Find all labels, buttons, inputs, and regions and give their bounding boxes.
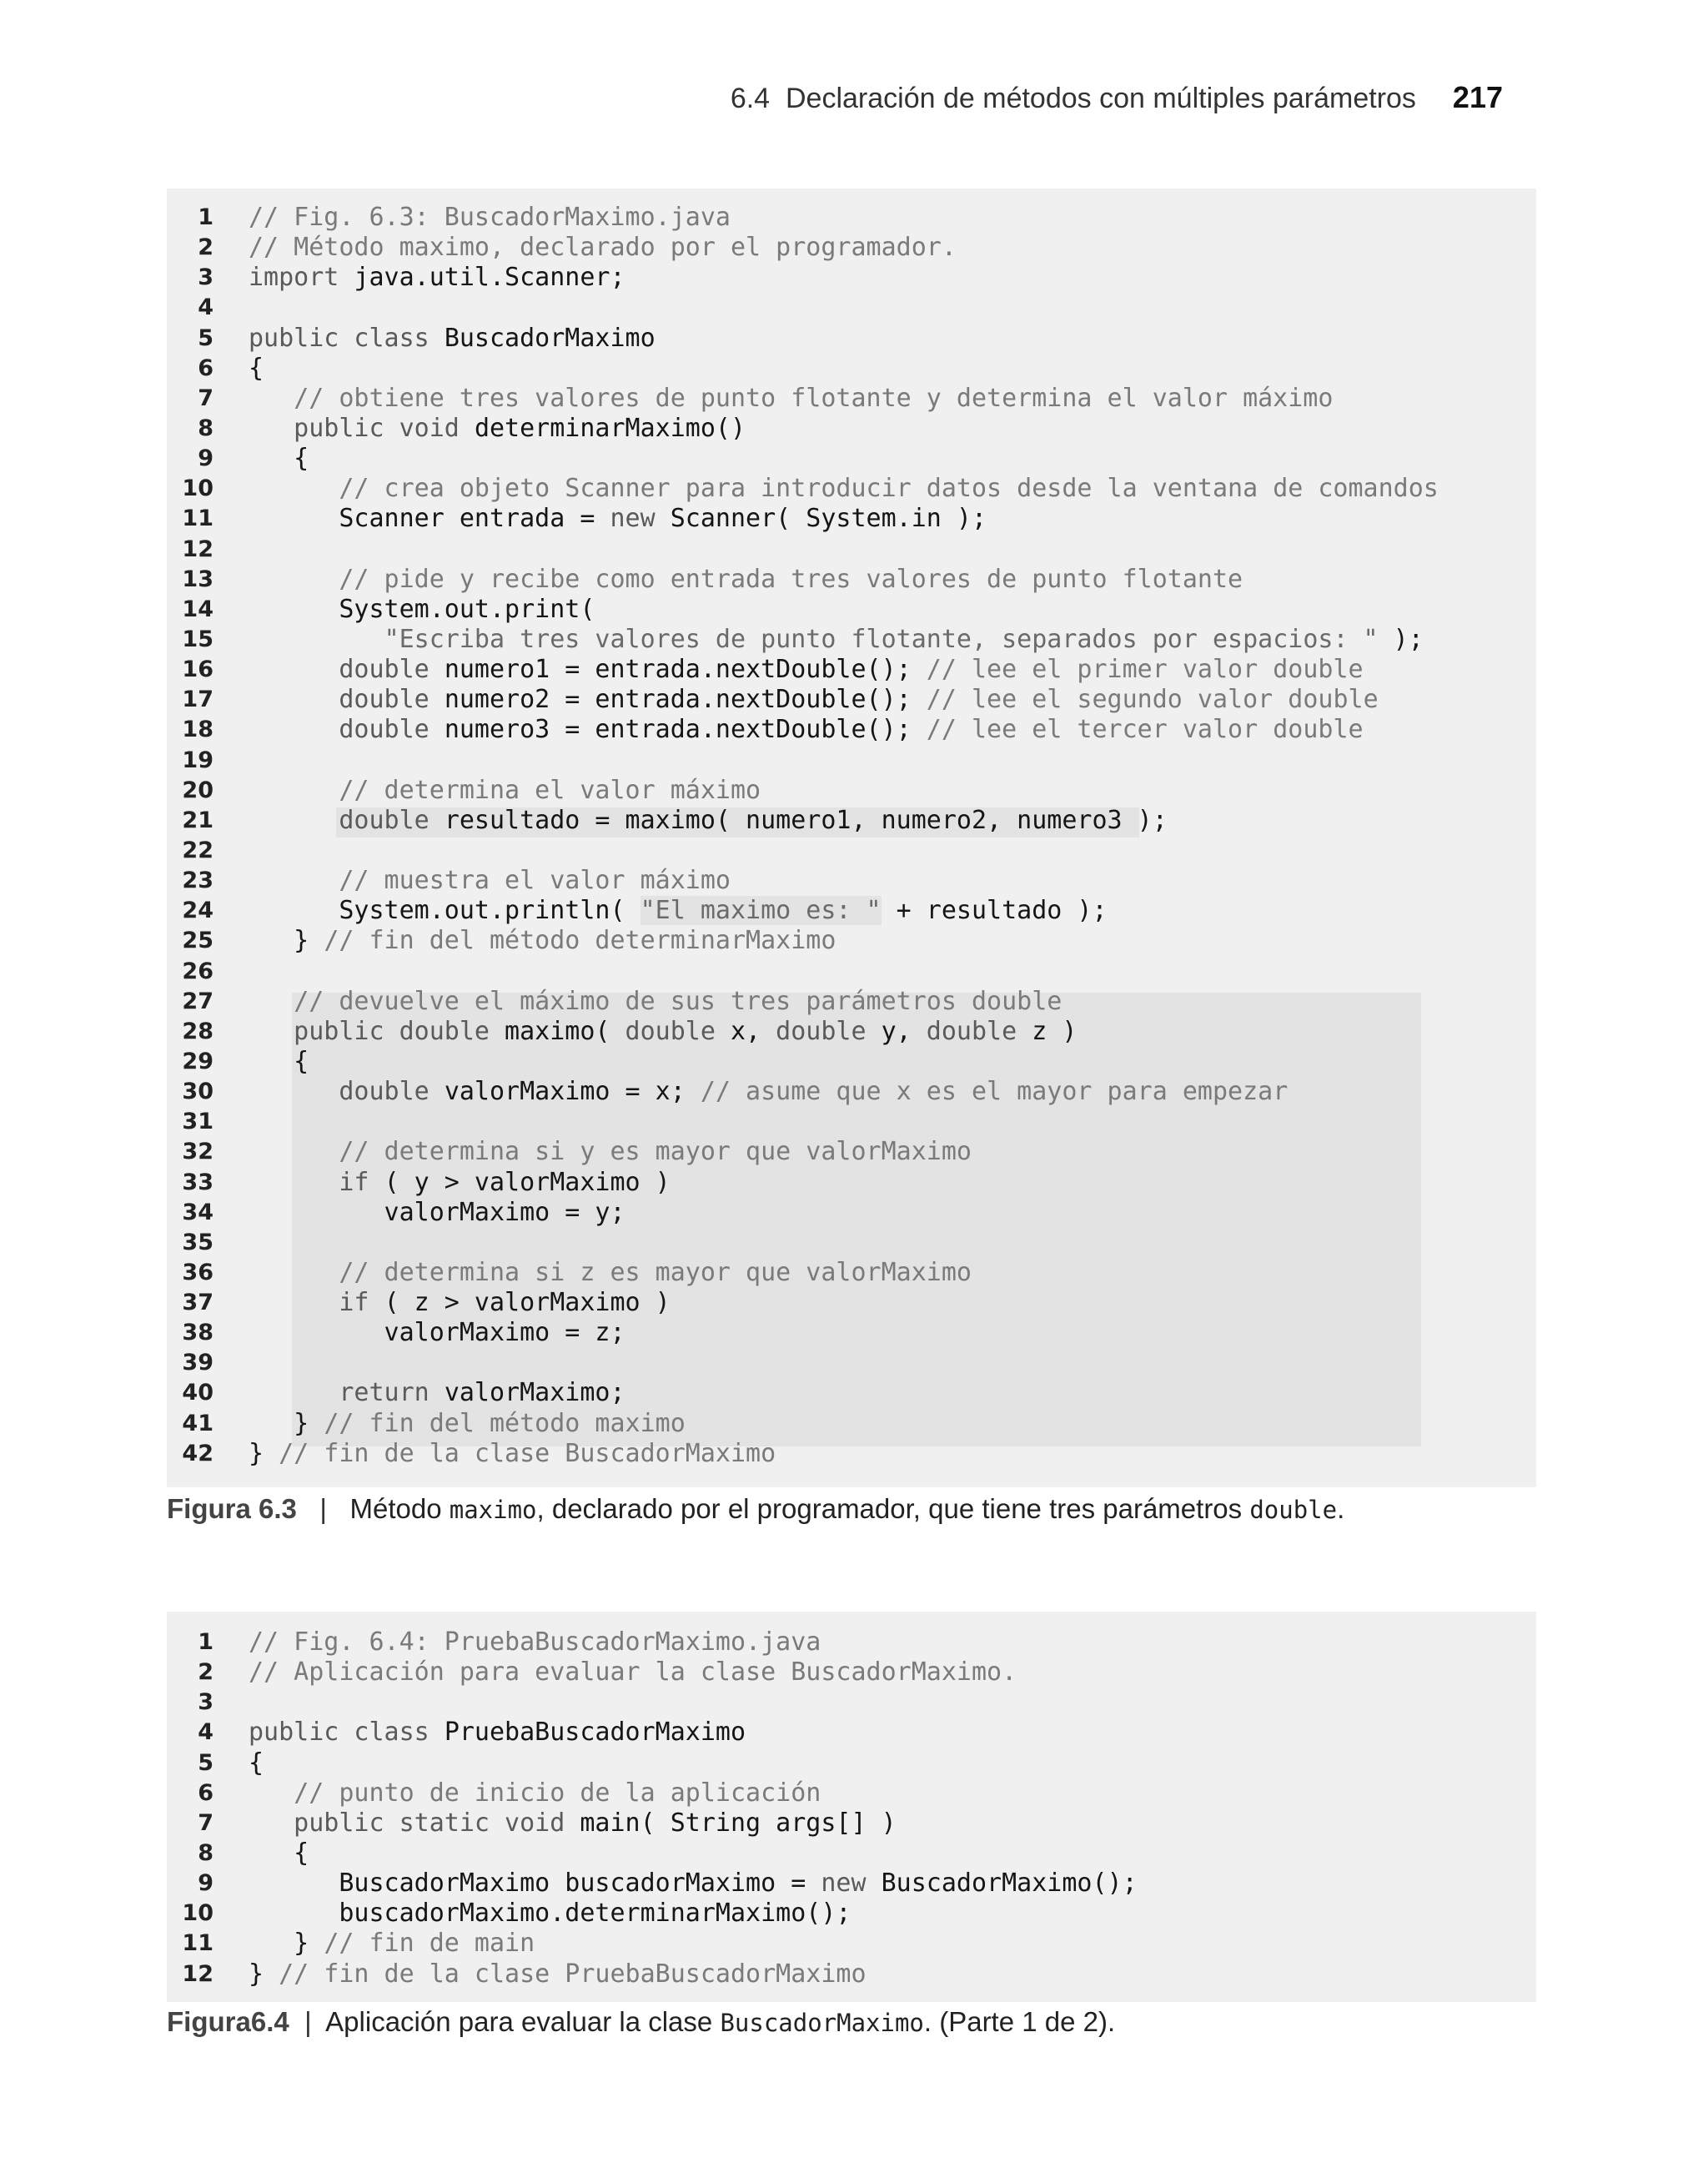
line-number: 1 bbox=[198, 1629, 214, 1655]
code-line bbox=[167, 715, 1536, 745]
line-number: 3 bbox=[198, 264, 214, 291]
code-line bbox=[167, 776, 1536, 806]
code-line bbox=[167, 1959, 1536, 1989]
code-text: "Escriba tres valores de punto flotante, separados por espacios: " ); bbox=[384, 624, 1424, 654]
code-line bbox=[167, 414, 1536, 444]
line-number: 8 bbox=[198, 415, 214, 441]
line-number: 39 bbox=[182, 1350, 214, 1376]
code-text: // pide y recibe como entrada tres valores de punto flotante bbox=[339, 564, 1243, 594]
code-line bbox=[167, 595, 1536, 625]
code-text: // determina si z es mayor que valorMaximo bbox=[339, 1257, 972, 1287]
code-listing-fig-6-4 bbox=[167, 1612, 1536, 2002]
code-line bbox=[167, 1258, 1536, 1288]
code-line bbox=[167, 836, 1536, 866]
code-line bbox=[167, 535, 1536, 565]
code-text: double numero3 = entrada.nextDouble(); // lee el tercer valor double bbox=[249, 715, 1364, 745]
code-line bbox=[167, 866, 1536, 896]
code-text: { bbox=[249, 444, 309, 474]
caption-text: . bbox=[1337, 1493, 1345, 1524]
code-line bbox=[167, 203, 1536, 233]
line-number: 3 bbox=[198, 1689, 214, 1716]
line-number: 9 bbox=[198, 445, 214, 472]
line-number: 11 bbox=[182, 506, 214, 532]
line-number: 1 bbox=[198, 204, 214, 230]
code-line bbox=[167, 293, 1536, 323]
figure-caption-6-3 bbox=[167, 1493, 1344, 1525]
line-number: 11 bbox=[182, 1930, 214, 1957]
code-text: { bbox=[249, 1748, 264, 1778]
line-number: 22 bbox=[182, 837, 214, 863]
code-line bbox=[167, 1657, 1536, 1688]
code-text: return valorMaximo; bbox=[249, 1378, 625, 1408]
code-line bbox=[167, 806, 1536, 836]
code-text: } // fin de la clase BuscadorMaximo bbox=[249, 1438, 776, 1468]
line-number: 26 bbox=[182, 958, 214, 984]
code-listing-fig-6-3 bbox=[167, 189, 1536, 1487]
line-number: 6 bbox=[198, 1779, 214, 1806]
code-text: valorMaximo = y; bbox=[249, 1197, 625, 1227]
code-line bbox=[167, 504, 1536, 534]
code-text: { bbox=[249, 1838, 309, 1868]
line-number: 4 bbox=[198, 294, 214, 321]
code-line bbox=[167, 1838, 1536, 1869]
line-number: 7 bbox=[198, 385, 214, 411]
code-lines bbox=[167, 203, 1536, 1469]
figure-label: Figura6.4 bbox=[167, 2006, 289, 2037]
code-line bbox=[167, 1688, 1536, 1718]
code-line bbox=[167, 1228, 1536, 1258]
code-line bbox=[167, 233, 1536, 263]
code-line bbox=[167, 384, 1536, 414]
line-number: 12 bbox=[182, 536, 214, 562]
section-heading bbox=[731, 83, 1416, 114]
code-line bbox=[167, 1318, 1536, 1348]
line-number: 13 bbox=[182, 566, 214, 592]
code-text: buscadorMaximo.determinarMaximo(); bbox=[249, 1899, 851, 1929]
line-number: 9 bbox=[198, 1870, 214, 1897]
code-line bbox=[167, 1869, 1536, 1899]
code-text: public static void main( String args[] ) bbox=[249, 1808, 897, 1838]
code-text: // punto de inicio de la aplicación bbox=[294, 1778, 821, 1808]
code-text: public void determinarMaximo() bbox=[249, 413, 746, 443]
line-number: 23 bbox=[182, 868, 214, 894]
line-number: 20 bbox=[182, 777, 214, 803]
line-number: 24 bbox=[182, 898, 214, 924]
caption-separator: | bbox=[304, 2006, 312, 2037]
line-number: 42 bbox=[182, 1440, 214, 1466]
code-text: if ( z > valorMaximo ) bbox=[249, 1288, 671, 1318]
code-text: // Fig. 6.4: PruebaBuscadorMaximo.java bbox=[249, 1627, 821, 1657]
line-number: 21 bbox=[182, 807, 214, 833]
figure-caption-6-4 bbox=[167, 2006, 1115, 2038]
code-text: BuscadorMaximo buscadorMaximo = new BuscadorMaximo(); bbox=[249, 1869, 1138, 1899]
code-text: } // fin de la clase PruebaBuscadorMaximo bbox=[249, 1959, 867, 1989]
code-text: // crea objeto Scanner para introducir datos desde la ventana de comandos bbox=[339, 474, 1439, 504]
caption-text: Aplicación para evaluar la clase bbox=[325, 2006, 721, 2037]
code-line bbox=[167, 625, 1536, 655]
line-number: 5 bbox=[198, 324, 214, 351]
line-number: 10 bbox=[182, 475, 214, 502]
line-number: 35 bbox=[182, 1229, 214, 1255]
code-text: public double maximo( double x, double y, double z ) bbox=[249, 1016, 1078, 1046]
code-line bbox=[167, 1748, 1536, 1778]
code-text: // Método maximo, declarado por el programador. bbox=[249, 233, 957, 263]
code-line bbox=[167, 1077, 1536, 1107]
line-number: 27 bbox=[182, 988, 214, 1014]
line-number: 16 bbox=[182, 656, 214, 683]
caption-text: Método bbox=[349, 1493, 450, 1524]
code-text: double numero1 = entrada.nextDouble(); // lee el primer valor double bbox=[249, 655, 1364, 685]
line-number: 37 bbox=[182, 1290, 214, 1316]
code-text: System.out.println( "El maximo es: " + resultado ); bbox=[249, 896, 1108, 926]
running-header bbox=[167, 80, 1503, 115]
code-line bbox=[167, 685, 1536, 715]
code-text: // determina el valor máximo bbox=[339, 775, 761, 805]
code-line bbox=[167, 957, 1536, 987]
caption-text: , declarado por el programador, que tiene tres parámetros bbox=[536, 1493, 1250, 1524]
code-text: // devuelve el máximo de sus tres parámetros double bbox=[294, 986, 1062, 1016]
code-line bbox=[167, 565, 1536, 595]
line-number: 31 bbox=[182, 1109, 214, 1135]
code-text: { bbox=[249, 1046, 309, 1076]
section-title: Declaración de métodos con múltiples parámetros bbox=[786, 83, 1416, 114]
code-line bbox=[167, 987, 1536, 1017]
line-number: 28 bbox=[182, 1018, 214, 1044]
line-number: 19 bbox=[182, 747, 214, 773]
code-text: double numero2 = entrada.nextDouble(); // lee el segundo valor double bbox=[249, 685, 1379, 715]
line-number: 25 bbox=[182, 928, 214, 954]
code-text: valorMaximo = z; bbox=[249, 1318, 625, 1348]
line-number: 38 bbox=[182, 1320, 214, 1346]
section-number: 6.4 bbox=[730, 83, 771, 114]
code-text: System.out.print( bbox=[249, 594, 595, 624]
code-line bbox=[167, 1899, 1536, 1929]
line-number: 4 bbox=[198, 1719, 214, 1746]
caption-separator: | bbox=[319, 1493, 327, 1524]
line-number: 10 bbox=[182, 1900, 214, 1927]
line-number: 34 bbox=[182, 1199, 214, 1225]
caption-code: double bbox=[1249, 1496, 1338, 1524]
line-number: 30 bbox=[182, 1079, 214, 1105]
figure-label: Figura 6.3 bbox=[167, 1493, 297, 1524]
code-text: // determina si y es mayor que valorMaximo bbox=[339, 1137, 972, 1167]
line-number: 12 bbox=[182, 1960, 214, 1987]
code-line bbox=[167, 1718, 1536, 1748]
code-line bbox=[167, 1137, 1536, 1167]
code-line bbox=[167, 1627, 1536, 1657]
code-line bbox=[167, 1198, 1536, 1228]
code-line bbox=[167, 1017, 1536, 1047]
line-number: 36 bbox=[182, 1259, 214, 1285]
line-number: 15 bbox=[182, 626, 214, 652]
code-line bbox=[167, 444, 1536, 474]
line-number: 40 bbox=[182, 1380, 214, 1406]
code-line bbox=[167, 896, 1536, 926]
code-line bbox=[167, 1378, 1536, 1408]
code-text: { bbox=[249, 353, 264, 383]
caption-code: BuscadorMaximo bbox=[720, 2009, 924, 2037]
code-line bbox=[167, 1348, 1536, 1378]
code-line bbox=[167, 1808, 1536, 1838]
line-number: 2 bbox=[198, 1659, 214, 1686]
code-line bbox=[167, 1288, 1536, 1318]
line-number: 33 bbox=[182, 1169, 214, 1195]
code-line bbox=[167, 263, 1536, 293]
code-text: } // fin del método maximo bbox=[249, 1408, 686, 1438]
line-number: 29 bbox=[182, 1048, 214, 1074]
code-text: // Aplicación para evaluar la clase BuscadorMaximo. bbox=[249, 1657, 1017, 1688]
caption-code: maximo bbox=[449, 1496, 537, 1524]
code-text: double valorMaximo = x; // asume que x es el mayor para empezar bbox=[249, 1077, 1289, 1107]
code-line bbox=[167, 324, 1536, 354]
line-number: 5 bbox=[198, 1749, 214, 1776]
line-number: 2 bbox=[198, 234, 214, 261]
code-line bbox=[167, 1929, 1536, 1959]
code-lines bbox=[167, 1627, 1536, 1989]
code-line bbox=[167, 474, 1536, 504]
line-number: 32 bbox=[182, 1139, 214, 1165]
code-text: if ( y > valorMaximo ) bbox=[249, 1167, 671, 1197]
caption-text: . (Parte 1 de 2). bbox=[923, 2006, 1116, 2037]
code-line bbox=[167, 1047, 1536, 1077]
code-line bbox=[167, 926, 1536, 956]
code-line bbox=[167, 1778, 1536, 1808]
code-text: Scanner entrada = new Scanner( System.in ); bbox=[249, 504, 987, 534]
code-line bbox=[167, 1168, 1536, 1198]
code-line bbox=[167, 1409, 1536, 1439]
code-line bbox=[167, 655, 1536, 685]
line-number: 18 bbox=[182, 717, 214, 743]
code-text: public class PruebaBuscadorMaximo bbox=[249, 1718, 746, 1748]
code-line bbox=[167, 746, 1536, 776]
code-text: } // fin del método determinarMaximo bbox=[249, 926, 836, 956]
code-line bbox=[167, 1107, 1536, 1137]
code-text: // obtiene tres valores de punto flotante y determina el valor máximo bbox=[294, 383, 1334, 413]
code-line bbox=[167, 354, 1536, 384]
line-number: 6 bbox=[198, 355, 214, 381]
code-line bbox=[167, 1439, 1536, 1469]
line-number: 8 bbox=[198, 1839, 214, 1866]
code-text: } // fin de main bbox=[249, 1929, 535, 1959]
code-text: // Fig. 6.3: BuscadorMaximo.java bbox=[249, 203, 731, 232]
code-text: // muestra el valor máximo bbox=[339, 866, 731, 896]
line-number: 17 bbox=[182, 687, 214, 713]
code-text: import java.util.Scanner; bbox=[249, 263, 625, 293]
line-number: 41 bbox=[182, 1410, 214, 1436]
code-text: double resultado = maximo( numero1, numero2, numero3 ); bbox=[249, 805, 1168, 835]
line-number: 14 bbox=[182, 596, 214, 622]
code-text: public class BuscadorMaximo bbox=[249, 323, 656, 353]
page-number: 217 bbox=[1452, 80, 1503, 114]
line-number: 7 bbox=[198, 1809, 214, 1836]
